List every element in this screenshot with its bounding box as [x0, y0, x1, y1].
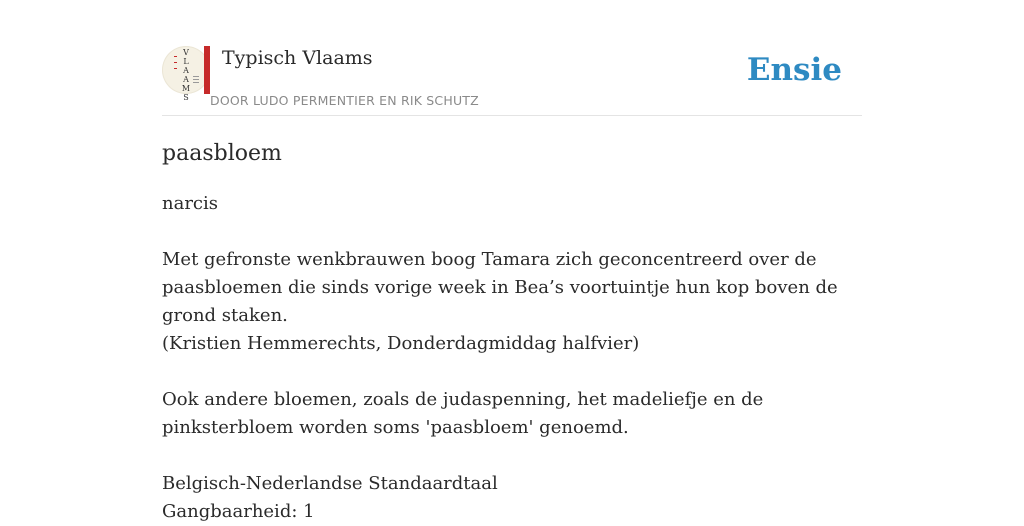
- entry-term: paasbloem: [162, 141, 282, 166]
- entry-content: [162, 138, 862, 526]
- entry-language-variety: Belgisch-Nederlandse Standaardtaal: [162, 473, 498, 494]
- entry-example-source: (Kristien Hemmerechts, Donderdagmiddag halfvier): [162, 333, 640, 354]
- publication-authors: DOOR LUDO PERMENTIER EN RIK SCHUTZ: [210, 93, 479, 108]
- logo-red-strip: [204, 46, 210, 94]
- logo-letters: V L A A M S: [181, 48, 191, 102]
- entry-note: Ook andere bloemen, zoals de judaspenning, het madeliefje en de pinksterbloem worden soms 'paasbloem' genoemd.: [162, 389, 764, 438]
- publication-logo[interactable]: [162, 46, 210, 102]
- ensie-brand-logo[interactable]: Ensie: [746, 52, 842, 88]
- entry-example: Met gefronste wenkbrauwen boog Tamara zich geconcentreerd over de paasbloemen die sinds vorige week in Bea’s voortuintje hun kop boven de grond staken.: [162, 249, 838, 326]
- entry-body: [162, 190, 862, 526]
- page-header: [162, 46, 862, 116]
- publication-title-link[interactable]: Typisch Vlaams: [222, 47, 373, 69]
- entry-definition: narcis: [162, 193, 219, 214]
- entry-usage-level: Gangbaarheid: 1: [162, 501, 315, 522]
